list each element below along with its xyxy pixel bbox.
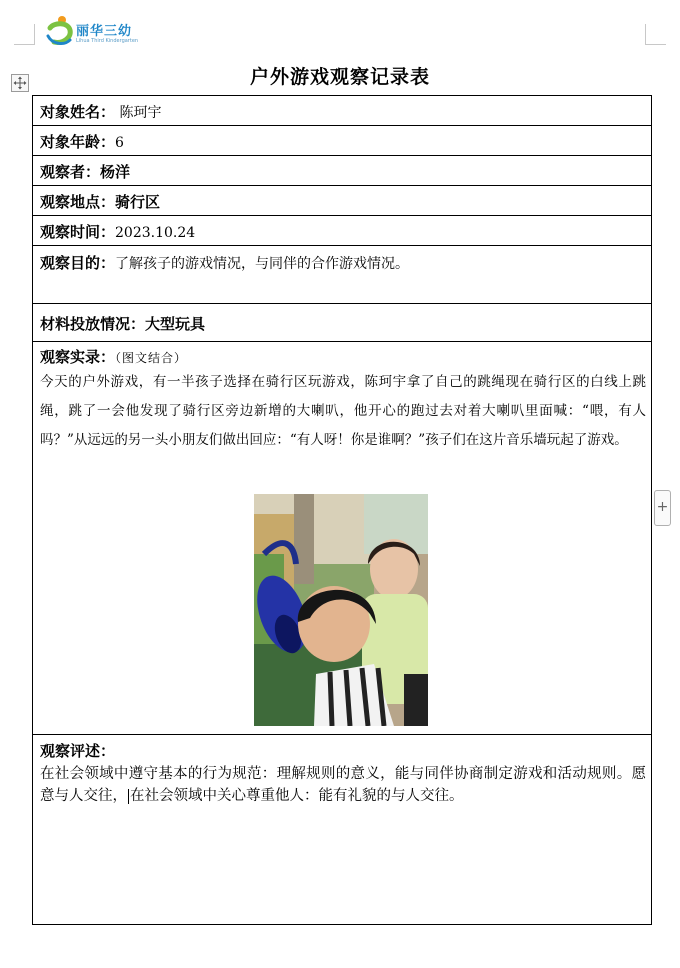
field-label-observer: 观察者： [40,163,101,181]
page-title: 户外游戏观察记录表 [249,66,430,88]
evaluation-text[interactable] [40,763,646,807]
row-time [33,216,651,246]
field-label-name: 对象姓名： [40,103,116,121]
field-label-materials: 材料投放情况： [40,315,146,333]
row-age [33,126,651,156]
row-materials [33,304,651,342]
field-value-observer[interactable]: 杨洋 [100,163,131,181]
record-text[interactable]: 今天的户外游戏，有一半孩子选择在骑行区玩游戏，陈珂宇拿了自己的跳绳现在骑行区的白线上跳绳，跳了一会他发现了骑行区旁边新增的大喇叭，他开心的跑过去对着大喇叭里面喊：“喂，有人吗？”从远远的另一头小朋友们做出回应：“有人呀！你是谁啊？”孩子们在这片音乐墙玩起了游戏。 [40,374,646,448]
evaluation-text-part-1: 在社会领域中遵守基本的行为规范：理解规则的意义，能与同伴协商制定游戏和活动规则。愿意与人交往， [40,766,646,804]
row-record [33,342,651,735]
field-label-evaluation: 观察评述： [40,742,116,760]
plus-icon: + [656,499,669,515]
row-observer [33,156,651,186]
field-label-age: 对象年龄： [40,133,116,151]
field-value-time[interactable]: 2023.10.24 [115,225,196,241]
text-cursor [128,789,129,804]
evaluation-text-part-2: 在社会领域中关心尊重他人：能有礼貌的与人交往。 [130,788,464,804]
observation-photo [254,494,428,726]
logo-mark-icon [44,14,76,48]
row-evaluation [33,735,651,924]
field-label-location: 观察地点： [40,193,116,211]
field-label-time: 观察时间： [40,223,116,241]
page-corner-mark-right [645,24,666,45]
field-label-record: 观察实录： [40,348,116,366]
field-label-purpose: 观察目的： [40,254,116,272]
field-value-purpose[interactable]: 了解孩子的游戏情况，与同伴的合作游戏情况。 [115,256,410,272]
field-value-materials[interactable]: 大型玩具 [145,315,206,333]
field-value-age[interactable]: 6 [115,135,124,151]
row-name [33,96,651,126]
logo-text: 丽华三幼 [76,24,133,39]
logo-subtext: Lihua Third Kindergarten [76,38,139,44]
add-column-button[interactable] [654,490,671,526]
row-location [33,186,651,216]
observation-form-table [32,95,652,925]
kindergarten-logo [44,14,144,50]
field-value-name[interactable]: 陈珂宇 [115,105,162,121]
field-value-location[interactable]: 骑行区 [115,193,161,211]
page-corner-mark-left [14,24,35,45]
record-note: （图文结合） [115,351,188,365]
row-purpose [33,246,651,304]
photo-children-at-music-wall [254,494,428,726]
